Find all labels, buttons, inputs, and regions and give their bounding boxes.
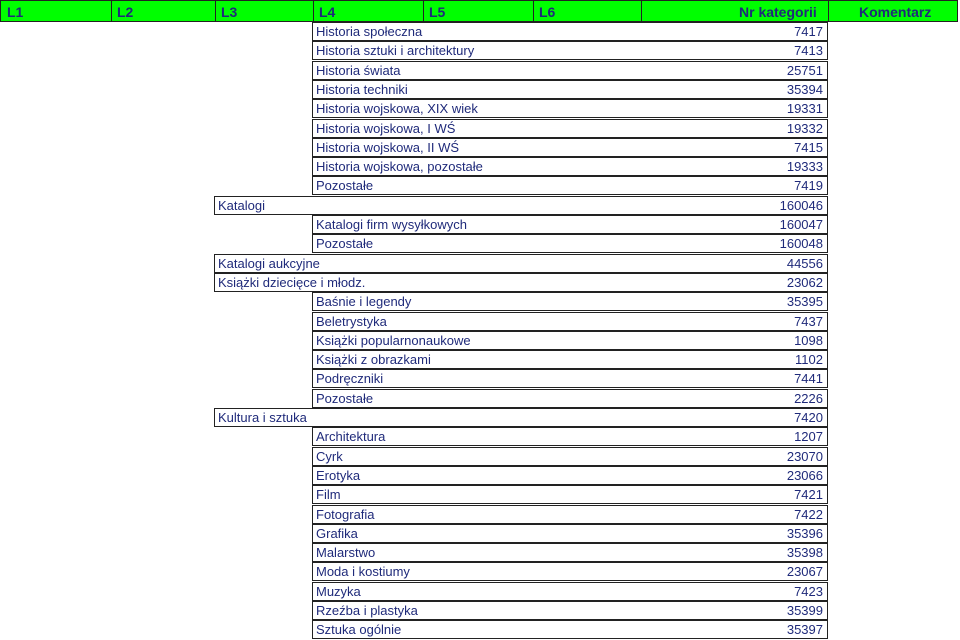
category-number[interactable]: 35399 [786, 603, 823, 618]
table-row [0, 234, 958, 253]
category-number[interactable]: 7423 [794, 583, 823, 599]
column-divider [423, 1, 424, 21]
table-row [0, 562, 958, 581]
category-number[interactable]: 7437 [794, 313, 823, 329]
table-row [0, 99, 958, 118]
category-label[interactable]: Historia wojskowa, I WŚ [316, 120, 456, 136]
category-number[interactable]: 19331 [786, 101, 823, 117]
category-label[interactable]: Malarstwo [316, 545, 376, 561]
category-label[interactable]: Historia wojskowa, XIX wiek [316, 101, 478, 117]
category-number[interactable]: 7415 [794, 139, 823, 155]
header-l1[interactable]: L1 [7, 4, 24, 20]
header-l4[interactable]: L4 [319, 4, 336, 20]
category-label[interactable]: Katalogi aukcyjne [218, 255, 320, 271]
category-label[interactable]: Pozostałe [316, 390, 374, 406]
header-row [0, 0, 958, 22]
table-row [0, 80, 958, 99]
category-label[interactable]: Podręczniki [316, 371, 384, 387]
table-row [0, 157, 958, 176]
category-number[interactable]: 1102 [795, 352, 823, 368]
category-number[interactable]: 7419 [794, 178, 823, 194]
table-row [0, 350, 958, 369]
category-label[interactable]: Architektura [316, 429, 386, 445]
table-row [0, 61, 958, 80]
column-divider [533, 1, 534, 21]
header-nr-kategorii[interactable]: Nr kategorii [739, 4, 817, 20]
column-divider [641, 1, 642, 21]
category-label[interactable]: Historia wojskowa, II WŚ [316, 139, 460, 155]
category-label[interactable]: Kultura i sztuka [218, 410, 307, 425]
category-number[interactable]: 44556 [786, 255, 823, 271]
category-label[interactable]: Baśnie i legendy [316, 294, 412, 310]
category-number[interactable]: 160048 [779, 236, 823, 252]
category-number[interactable]: 23067 [786, 564, 823, 580]
category-number[interactable]: 7421 [794, 487, 823, 503]
table-row [0, 196, 958, 215]
category-number[interactable]: 35398 [786, 545, 823, 561]
table-row [0, 427, 958, 446]
table-row [0, 138, 958, 157]
category-label[interactable]: Książki dziecięce i młodz. [218, 274, 366, 290]
category-label[interactable]: Film [316, 487, 341, 503]
category-number[interactable]: 7417 [794, 24, 823, 39]
category-number[interactable]: 25751 [786, 62, 823, 78]
table-row [0, 369, 958, 388]
column-divider [215, 1, 216, 21]
table-row [0, 447, 958, 466]
category-number[interactable]: 23066 [786, 467, 823, 483]
category-number[interactable]: 7413 [794, 43, 823, 59]
category-number[interactable]: 23070 [786, 448, 823, 464]
category-label[interactable]: Historia sztuki i architektury [316, 43, 475, 59]
category-label[interactable]: Pozostałe [316, 178, 374, 194]
table-row [0, 119, 958, 138]
category-label[interactable]: Książki z obrazkami [316, 352, 431, 368]
column-divider [313, 1, 314, 21]
table-row [0, 408, 958, 427]
category-label[interactable]: Rzeźba i plastyka [316, 603, 418, 618]
category-number[interactable]: 160047 [779, 217, 823, 232]
category-number[interactable]: 7441 [794, 371, 823, 387]
category-label[interactable]: Historia wojskowa, pozostałe [316, 159, 483, 175]
category-label[interactable]: Historia świata [316, 62, 401, 78]
table-row [0, 41, 958, 60]
category-label[interactable]: Grafika [316, 525, 358, 541]
category-label[interactable]: Erotyka [316, 467, 361, 483]
category-label[interactable]: Pozostałe [316, 236, 374, 252]
table-row [0, 273, 958, 292]
header-komentarz[interactable]: Komentarz [859, 4, 932, 20]
category-number[interactable]: 7422 [794, 506, 823, 522]
table-row [0, 22, 958, 41]
header-l5[interactable]: L5 [429, 4, 446, 20]
category-label[interactable]: Książki popularnonaukowe [316, 332, 471, 348]
category-label[interactable]: Sztuka ogólnie [316, 622, 402, 638]
category-label[interactable]: Katalogi firm wysyłkowych [316, 217, 467, 232]
category-number[interactable]: 1098 [794, 332, 823, 348]
table-row [0, 524, 958, 543]
category-number[interactable]: 160046 [779, 197, 823, 213]
header-l6[interactable]: L6 [539, 4, 556, 20]
category-label[interactable]: Muzyka [316, 583, 361, 599]
category-number[interactable]: 2226 [794, 390, 823, 406]
table-row [0, 292, 958, 311]
category-number[interactable]: 19332 [786, 120, 823, 136]
table-row [0, 466, 958, 485]
category-label[interactable]: Katalogi [218, 197, 265, 213]
table-row [0, 254, 958, 273]
table-row [0, 485, 958, 504]
table-row [0, 582, 958, 601]
table-row [0, 620, 958, 639]
category-number[interactable]: 35395 [786, 294, 823, 310]
table-row [0, 215, 958, 234]
table-row [0, 505, 958, 524]
category-label[interactable]: Moda i kostiumy [316, 564, 410, 580]
header-l3[interactable]: L3 [221, 4, 238, 20]
category-label[interactable]: Fotografia [316, 506, 375, 522]
column-divider [111, 1, 112, 21]
table-row [0, 312, 958, 331]
table-row [0, 331, 958, 350]
table-row [0, 601, 958, 620]
category-number[interactable]: 23062 [786, 274, 823, 290]
category-number[interactable]: 35396 [786, 525, 823, 541]
category-number[interactable]: 35394 [786, 81, 823, 97]
category-label[interactable]: Beletrystyka [316, 313, 387, 329]
category-label[interactable]: Cyrk [316, 448, 343, 464]
column-divider [828, 1, 829, 21]
header-l2[interactable]: L2 [117, 4, 134, 20]
category-label[interactable]: Historia społeczna [316, 24, 423, 39]
category-number[interactable]: 1207 [794, 429, 823, 445]
category-number[interactable]: 7420 [794, 410, 823, 425]
category-number[interactable]: 19333 [786, 159, 823, 175]
category-label[interactable]: Historia techniki [316, 81, 408, 97]
table-row [0, 389, 958, 408]
table-row [0, 176, 958, 195]
category-number[interactable]: 35397 [786, 622, 823, 638]
table-row [0, 543, 958, 562]
